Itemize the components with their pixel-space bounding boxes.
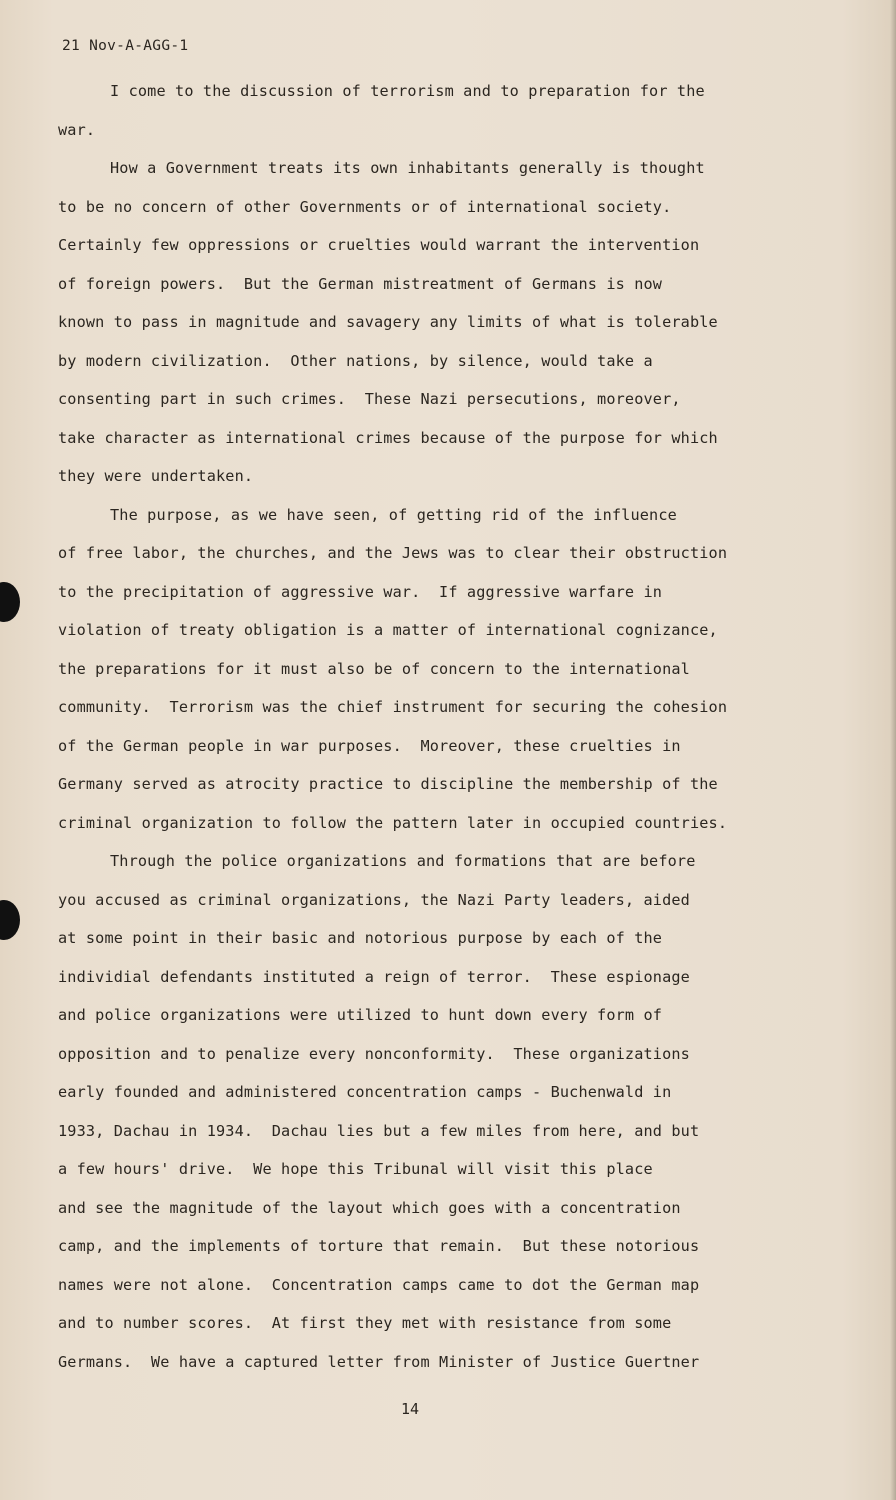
text-line: at some point in their basic and notorious purpose by each of the [58, 929, 663, 947]
text-line: you accused as criminal organizations, the Nazi Party leaders, aided [58, 890, 690, 909]
text-line: to the precipitation of aggressive war. If aggressive warfare in [58, 582, 663, 601]
text-line: known to pass in magnitude and savagery any limits of what is tolerable [58, 313, 718, 331]
text-line: they were undertaken. [58, 467, 254, 485]
text-line: names were not alone. Concentration camps came to dot the German map [58, 1275, 700, 1294]
punch-hole-upper [0, 582, 20, 622]
text-line: consenting part in such crimes. These Nazi persecutions, moreover, [58, 390, 681, 408]
page-number: 14 [400, 1400, 420, 1418]
text-line: community. Terrorism was the chief instrument for securing the cohesion [58, 698, 728, 716]
text-line: war. [58, 120, 96, 139]
text-line: of the German people in war purposes. Moreover, these cruelties in [58, 736, 681, 755]
text-line: Germany served as atrocity practice to discipline the membership of the [58, 775, 718, 793]
text-line: criminal organization to follow the pattern later in occupied countries. [58, 813, 728, 832]
body-text [58, 72, 778, 1381]
text-line: camp, and the implements of torture that remain. But these notorious [58, 1237, 700, 1255]
page-edge-shadow [890, 0, 896, 1500]
punch-hole-lower [0, 900, 20, 940]
document-header: 21 Nov-A-AGG-1 [62, 38, 189, 54]
text-line: 1933, Dachau in 1934. Dachau lies but a few miles from here, and but [58, 1121, 700, 1140]
text-line: How a Government treats its own inhabitants generally is thought [110, 159, 705, 177]
text-line: Germans. We have a captured letter from Minister of Justice Guertner [58, 1352, 700, 1371]
text-line: Certainly few oppressions or cruelties would warrant the intervention [58, 236, 700, 254]
text-line: of free labor, the churches, and the Jews was to clear their obstruction [58, 544, 728, 562]
text-line: of foreign powers. But the German mistreatment of Germans is now [58, 274, 663, 293]
text-line: violation of treaty obligation is a matter of international cognizance, [58, 621, 718, 639]
text-line: by modern civilization. Other nations, by silence, would take a [58, 351, 653, 370]
text-line: The purpose, as we have seen, of getting rid of the influence [110, 505, 677, 524]
text-line: individial defendants instituted a reign of terror. These espionage [58, 967, 690, 986]
text-line: early founded and administered concentration camps - Buchenwald in [58, 1083, 672, 1101]
text-line: a few hours' drive. We hope this Tribunal will visit this place [58, 1160, 653, 1178]
text-line: opposition and to penalize every nonconformity. These organizations [58, 1044, 690, 1063]
text-line: and to number scores. At first they met with resistance from some [58, 1314, 672, 1332]
text-line: take character as international crimes because of the purpose for which [58, 428, 718, 447]
text-line: and police organizations were utilized to hunt down every form of [58, 1006, 663, 1024]
text-line: to be no concern of other Governments or of international society. [58, 197, 672, 216]
text-line: and see the magnitude of the layout which goes with a concentration [58, 1198, 681, 1217]
text-line: the preparations for it must also be of concern to the international [58, 659, 690, 678]
text-line: I come to the discussion of terrorism and to preparation for the [110, 82, 705, 100]
text-line: Through the police organizations and formations that are before [110, 852, 696, 870]
